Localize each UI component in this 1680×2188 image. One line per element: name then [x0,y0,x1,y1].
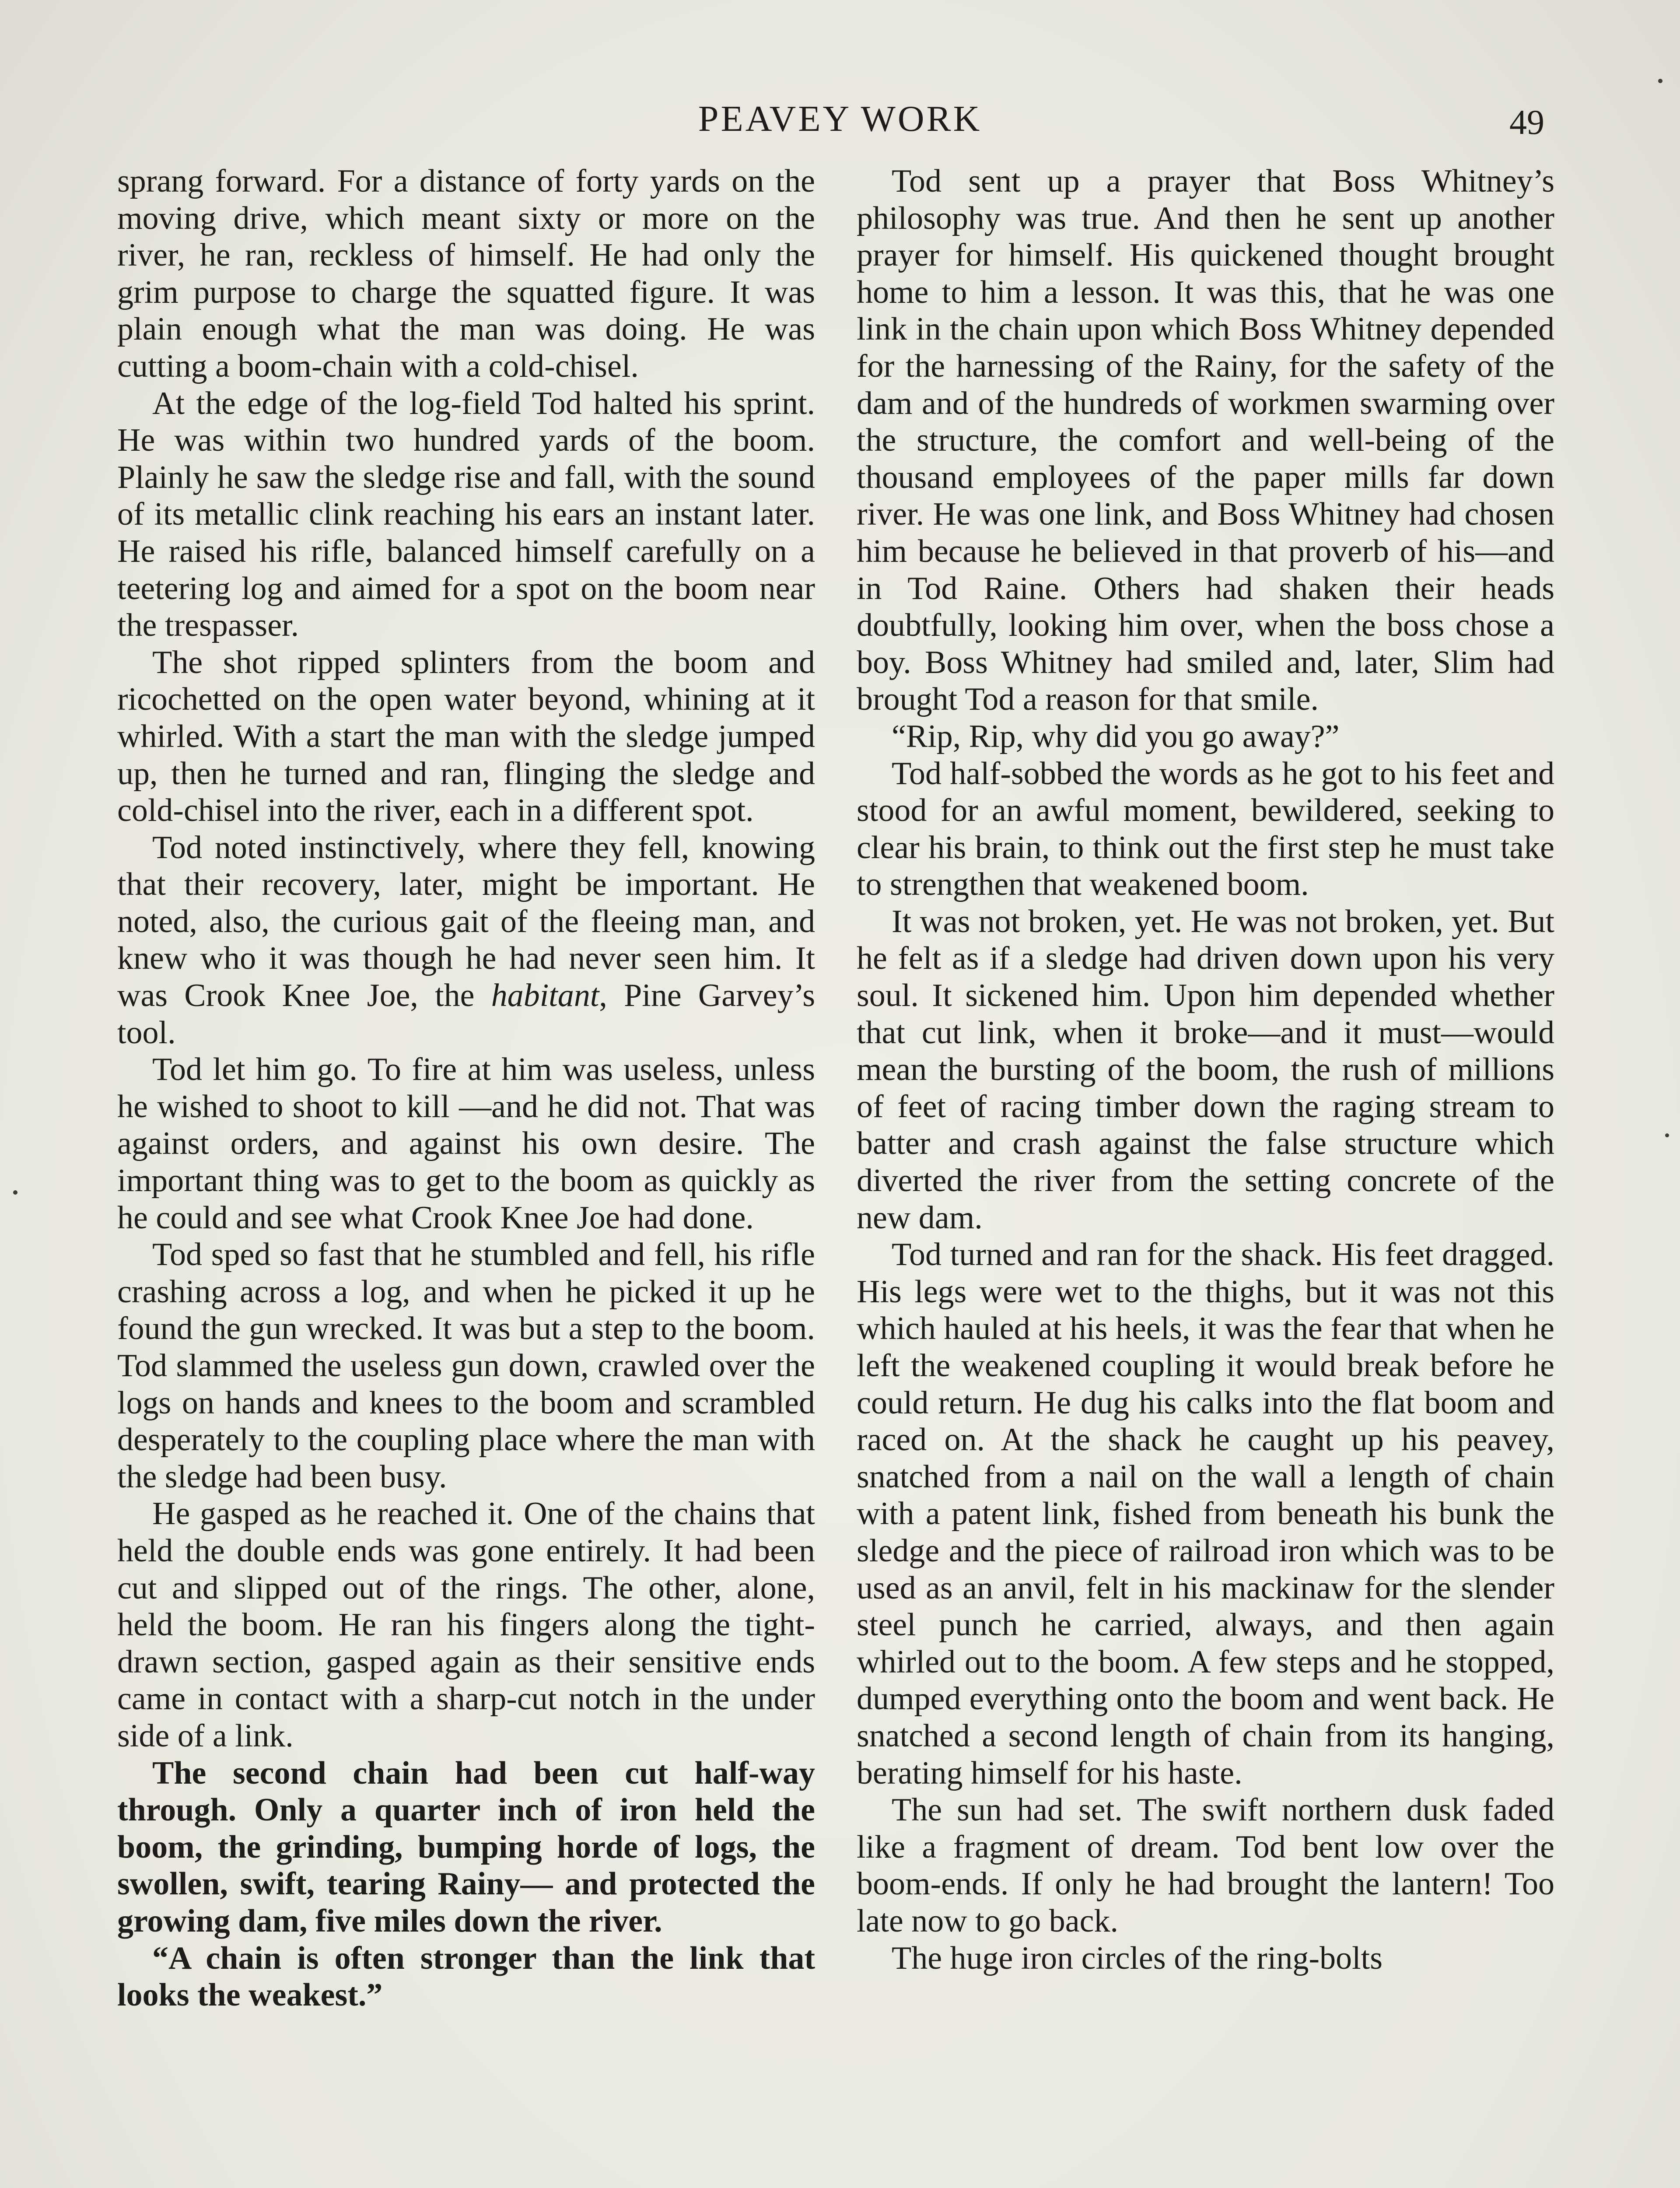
page-number: 49 [1509,103,1544,142]
paragraph: Tod turned and ran for the shack. His feet dragged. His legs were wet to the thighs, but it was not this which hauled at his heels, it was the fear that when he left the weakened coupling it would break before he could return. He dug his calks into the flat boom and raced on. At the shack he caught up his peavey, snatched from a nail on the wall a length of chain with a patent link, fished from beneath his bunk the sledge and the piece of railroad iron which was to be used as an anvil, felt in his mackinaw for the slender steel punch he carried, always, and then again whirled out to the boom. A few steps and he stopped, dumped everything onto the boom and went back. He snatched a second length of chain from its hanging, berating himself for his haste. [857,1237,1554,1791]
left-column [117,163,815,2014]
paper-speck [1665,1133,1669,1137]
paragraph: Tod noted instinctively, where they fell, knowing that their recovery, later, might be important. He noted, also, the curious gait of the fleeing man, and knew who it was though he had never seen him. It was Crook Knee Joe, the habitant, Pine Garvey’s tool. [117,829,815,1051]
paper-speck [13,1190,18,1195]
italic-word: habitant [491,978,599,1014]
paragraph: At the edge of the log-field Tod halted his sprint. He was within two hundred yards of the boom. Plainly he saw the sledge rise and fall, with the sound of its metallic clink reaching his ears an instant later. He raised his rifle, balanced himself carefully on a teetering log and aimed for a spot on the boom near the trespasser. [117,385,815,644]
paragraph: The shot ripped splinters from the boom and ricochetted on the open water beyond, whining at it whirled. With a start the man with the sledge jumped up, then he turned and ran, flinging the sledge and cold-chisel into the river, each in a different spot. [117,644,815,829]
paragraph: Tod half-sobbed the words as he got to his feet and stood for an awful moment, bewildered, seeking to clear his brain, to think out the first step he must take to strengthen that weakened boom. [857,755,1554,903]
paragraph: It was not broken, yet. He was not broken, yet. But he felt as if a sledge had driven down upon his very soul. It sickened him. Upon him depended whether that cut link, when it broke—and it must—would mean the bursting of the boom, the rush of millions of feet of racing timber down the raging stream to batter and crash against the false structure which diverted the river from the setting concrete of the new dam. [857,903,1554,1236]
running-head: PEAVEY WORK [698,98,982,139]
paragraph: He gasped as he reached it. One of the chains that held the double ends was gone entirely. It had been cut and slipped out of the rings. The other, alone, held the boom. He ran his fingers along the tight-drawn section, gasped again as their sensitive ends came in contact with a sharp-cut notch in the under side of a link. [117,1496,815,1754]
right-column [857,163,1554,1977]
paragraph: Tod sent up a prayer that Boss Whitney’s philosophy was true. And then he sent up another prayer for himself. His quickened thought brought home to him a lesson. It was this, that he was one link in the chain upon which Boss Whitney depended for the harnessing of the Rainy, for the safety of the dam and of the hundreds of workmen swarming over the structure, the comfort and well-being of the thousand employees of the paper mills far down river. He was one link, and Boss Whitney had chosen him because he believed in that proverb of his—and in Tod Raine. Others had shaken their heads doubtfully, looking him over, when the boss chose a boy. Boss Whitney had smiled and, later, Slim had brought Tod a reason for that smile. [857,163,1554,718]
paper-speck [1658,79,1662,83]
paragraph: “Rip, Rip, why did you go away?” [892,718,1340,754]
paragraph: Tod sped so fast that he stumbled and fell, his rifle crashing across a log, and when he picked it up he found the gun wrecked. It was but a step to the boom. Tod slammed the useless gun down, crawled over the logs on hands and knees to the boom and scrambled desperately to the coupling place where the man with the sledge had been busy. [117,1237,815,1495]
paragraph: “A chain is often stronger than the link that looks the weakest.” [117,1940,815,2013]
paragraph: sprang forward. For a distance of forty yards on the moving drive, which meant sixty or more on the river, he ran, reckless of himself. He had only the grim purpose to charge the squatted figure. It was plain enough what the man was doing. He was cutting a boom-chain with a cold-chisel. [117,163,815,384]
paragraph: The huge iron circles of the ring-bolts [892,1940,1382,1976]
paragraph: The sun had set. The swift northern dusk faded like a fragment of dream. Tod bent low over the boom-ends. If only he had brought the lantern! Too late now to go back. [857,1792,1554,1939]
paragraph: Tod let him go. To fire at him was useless, unless he wished to shoot to kill —and he did not. That was against orders, and against his own desire. The important thing was to get to the boom as quickly as he could and see what Crook Knee Joe had done. [117,1052,815,1236]
paragraph: The second chain had been cut half-way through. Only a quarter inch of iron held the boom, the grinding, bumping horde of logs, the swollen, swift, tearing Rainy— and protected the growing dam, five miles down the river. [117,1755,815,1939]
